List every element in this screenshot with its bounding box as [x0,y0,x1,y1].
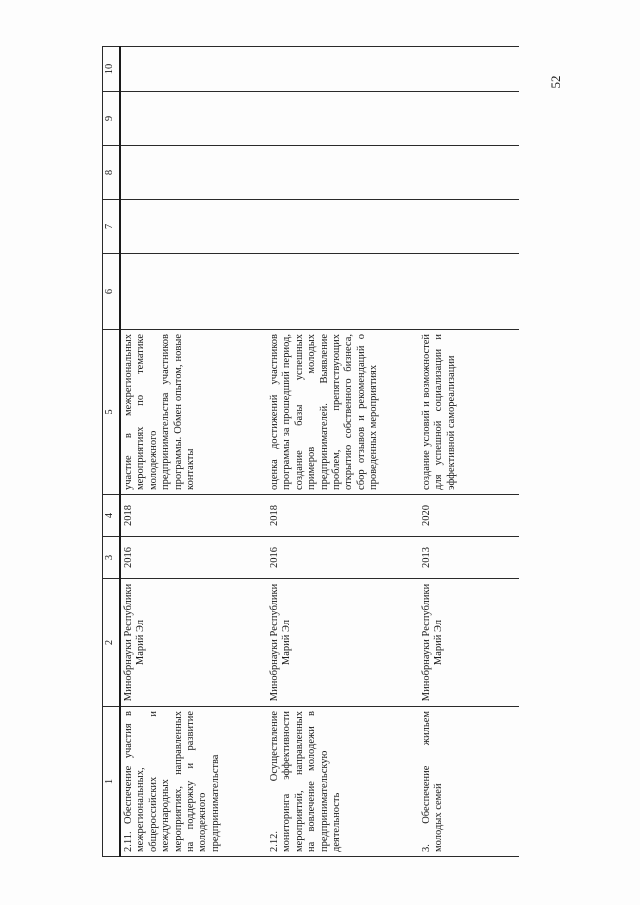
header-row [103,47,121,857]
table-cell [120,200,267,254]
expected-result-cell: участие в межрегиональных мероприятиях по тематике молодежного предпринимательства участников программы. Обмен опытом, новые контакты [120,330,267,495]
column-header-10: 10 [103,47,121,92]
column-header-1: 1 [103,707,121,857]
program-measures-table [102,46,519,857]
table-cell [267,47,419,92]
measure-name-cell: 2.12. Осуществление мониторинга эффективности мероприятий, направленных на вовлечение молодежи в предпринимательскую деятельность [267,707,419,857]
executor-cell: Минобрнауки Республики Марий Эл [267,579,419,707]
start-year-cell: 2016 [120,537,267,579]
column-header-6: 6 [103,254,121,330]
table-cell [419,254,519,330]
end-year-cell: 2020 [419,495,519,537]
page-number: 52 [548,75,563,89]
expected-result-cell: оценка достижений участников программы за прошедший период, создание базы успешных примеров молодых предпринимателей. Выявление проблем, препятствующих открытию собственного бизнеса, сбор отзывов и рекомендаций о проведенных мероприятиях [267,330,419,495]
expected-result-cell: создание условий и возможностей для успешной социализации и эффективной самореализации [419,330,519,495]
rotated-table-area [102,47,632,857]
table-cell [267,200,419,254]
table-cell [267,146,419,200]
table-cell [120,47,267,92]
table-cell [419,200,519,254]
table-row [267,47,419,857]
column-header-4: 4 [103,495,121,537]
table-row [419,47,519,857]
table-cell [419,47,519,92]
table-cell [120,92,267,146]
measure-name-cell: 3. Обеспечение жильем молодых семей [419,707,519,857]
column-header-3: 3 [103,537,121,579]
column-header-9: 9 [103,92,121,146]
table-cell [267,254,419,330]
table-cell [120,146,267,200]
table-cell [267,92,419,146]
table-row [120,47,267,857]
measure-name-cell: 2.11. Обеспечение участия в межрегиональных, общероссийских и международных мероприятиях, направленных на поддержку и развитие молодежного предпринимательства [120,707,267,857]
start-year-cell: 2016 [267,537,419,579]
table-cell [120,254,267,330]
column-header-8: 8 [103,146,121,200]
executor-cell: Минобрнауки Республики Марий Эл [419,579,519,707]
end-year-cell: 2018 [267,495,419,537]
column-header-5: 5 [103,330,121,495]
table-cell [419,146,519,200]
table-cell [419,92,519,146]
end-year-cell: 2018 [120,495,267,537]
column-header-7: 7 [103,200,121,254]
executor-cell: Минобрнауки Республики Марий Эл [120,579,267,707]
column-header-2: 2 [103,579,121,707]
start-year-cell: 2013 [419,537,519,579]
